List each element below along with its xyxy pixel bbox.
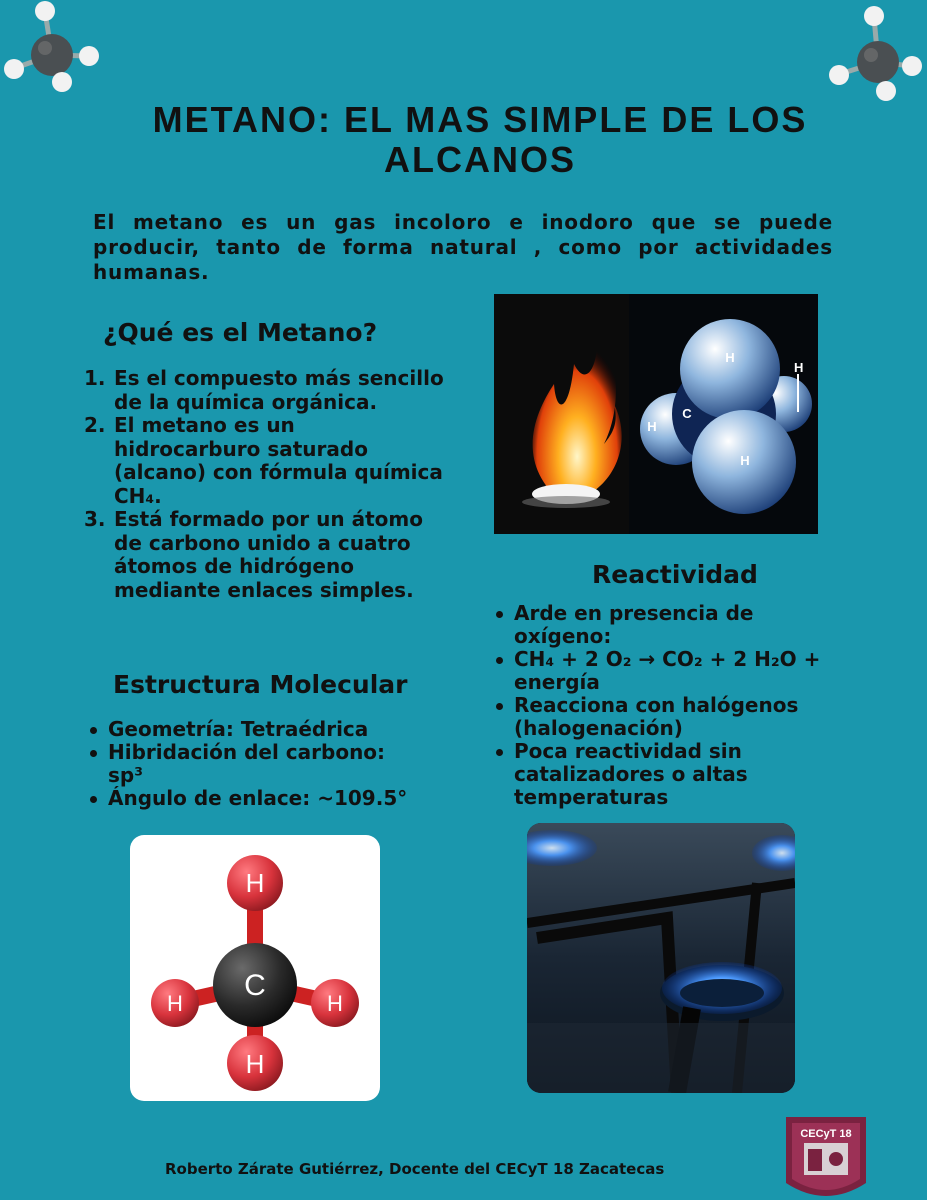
what-is-list: [84, 367, 444, 602]
intro-paragraph: El metano es un gas incoloro e inodoro que se puede producir, tanto de forma natural , como por actividades humanas.: [93, 210, 833, 284]
atom-label: H: [794, 360, 804, 375]
list-item: 3. Está formado por un átomo de carbono unido a cuatro átomos de hidrógeno mediante enlaces simples.: [84, 507, 423, 602]
reactivity-list: [490, 602, 850, 809]
page-title: [60, 100, 900, 180]
list-item: Poca reactividad sin catalizadores o altas temperaturas: [490, 740, 850, 809]
structure-list: [84, 718, 424, 810]
gas-stove-photo: [527, 823, 795, 1093]
list-item: 2. El metano es un hidrocarburo saturado (alcano) con fórmula química CH₄.: [84, 413, 443, 508]
list-item: 1. Es el compuesto más sencillo de la química orgánica.: [84, 366, 444, 414]
methane-molecule-icon-left: [0, 0, 110, 100]
atom-label: H: [167, 991, 183, 1016]
methane-flame-photo: [494, 294, 818, 534]
title-line-1: METANO: EL MAS SIMPLE DE LOS: [152, 99, 808, 140]
logo-text: CECyT 18: [800, 1128, 852, 1140]
atom-label: H: [327, 991, 343, 1016]
list-item: Ángulo de enlace: ~109.5°: [84, 787, 424, 810]
list-item: Arde en presencia de oxígeno:: [490, 602, 850, 648]
atom-label: H: [245, 1049, 265, 1079]
what-is-heading: ¿Qué es el Metano?: [103, 318, 378, 347]
atom-label: C: [244, 969, 266, 1002]
atom-label: H: [725, 350, 735, 365]
list-item: CH₄ + 2 O₂ → CO₂ + 2 H₂O + energía: [490, 648, 850, 694]
ball-and-stick-model: [130, 835, 380, 1101]
atom-label: C: [682, 406, 692, 421]
atom-label: H: [740, 453, 750, 468]
atom-label: H: [245, 868, 265, 898]
structure-heading: Estructura Molecular: [113, 670, 408, 699]
list-item: Reacciona con halógenos (halogenación): [490, 694, 850, 740]
school-crest-icon: [778, 1113, 874, 1200]
reactivity-heading: Reactividad: [592, 560, 758, 589]
hydrogen-sphere: [680, 319, 780, 419]
author-credit: Roberto Zárate Gutiérrez, Docente del CECyT 18 Zacatecas: [165, 1160, 665, 1178]
methane-molecule-icon-right: [826, 2, 926, 102]
list-item: Geometría: Tetraédrica: [84, 718, 424, 741]
atom-label: H: [647, 419, 657, 434]
title-line-2: ALCANOS: [384, 139, 576, 180]
list-item: Hibridación del carbono: sp³: [84, 741, 424, 787]
